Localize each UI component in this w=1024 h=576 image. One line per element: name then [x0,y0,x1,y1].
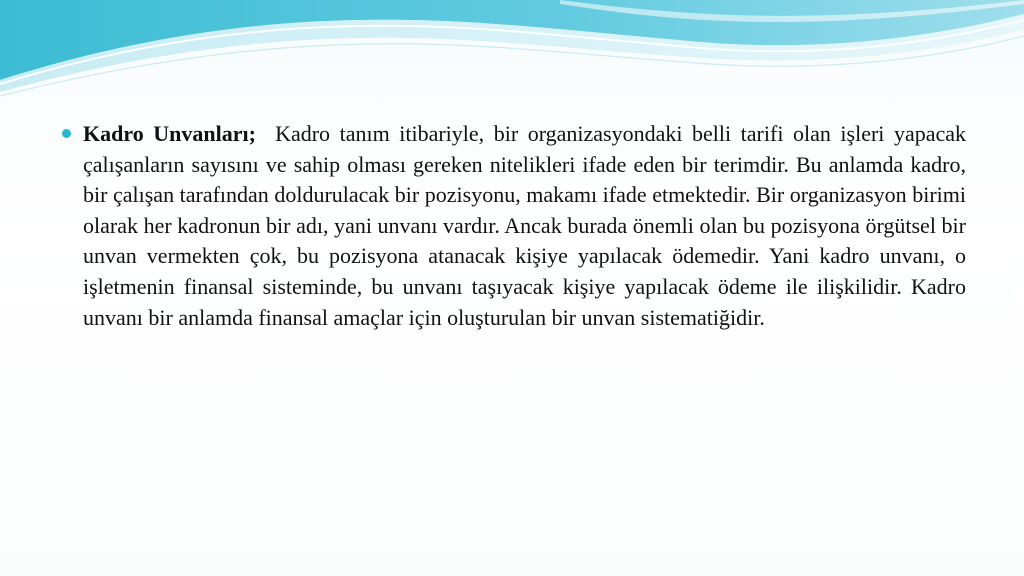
bullet-dot-icon [62,129,71,138]
bullet-term: Kadro Unvanları; [83,121,256,146]
bullet-item [62,119,966,333]
header-wave-decoration [0,0,1024,110]
slide-content [62,119,966,333]
bullet-text: Kadro tanım itibariyle, bir organizasyondaki belli tarifi olan işleri yapacak çalışanların sayısını ve sahip olması gereken nitelikleri ifade eden bir terimdir. Bu anlamda kadro, bir çalışan tarafından doldurulacak bir pozisyonu, makamı ifade etmektedir. Bir organizasyon birimi olarak her kadronun bir adı, yani unvanı vardır. Ancak burada önemli olan bu pozisyona örgütsel bir unvan vermekten çok, bu pozisyona atanacak kişiye yapılacak ödemedir. Yani kadro unvanı, o işletmenin finansal sisteminde, bu unvanı taşıyacak kişiye yapılacak ödeme ile ilişkilidir. Kadro unvanı bir anlamda finansal amaçlar için oluşturulan bir unvan sistematiğidir. [83,121,967,330]
bullet-paragraph [83,119,966,333]
